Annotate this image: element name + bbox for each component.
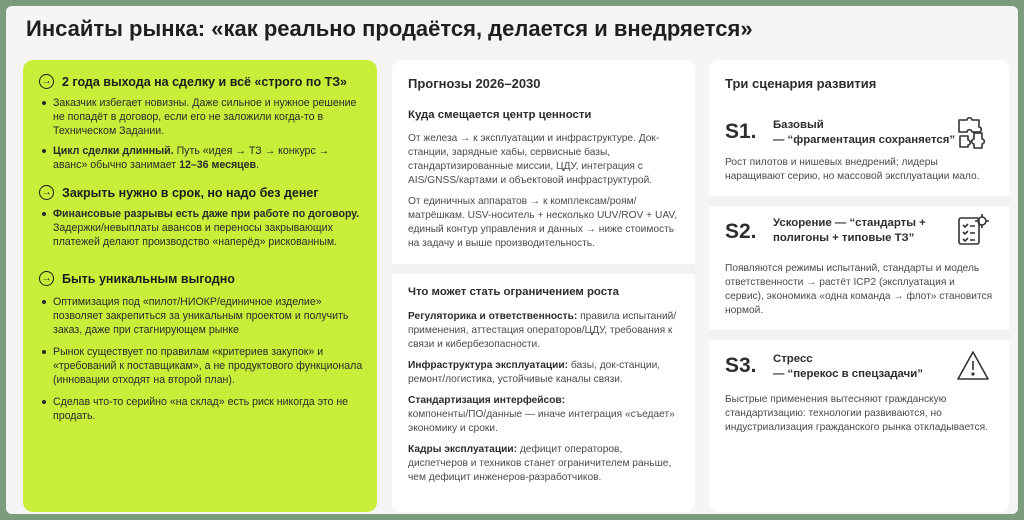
limit-item: Кадры эксплуатации: дефицит операторов, диспетчеров и техников станет ограничителем раньше, чем дефицит инженеров-разработчиков. [408, 444, 672, 483]
scenarios-card [709, 60, 1009, 512]
divider [709, 330, 1009, 340]
value-shift-paragraph: От единичных аппаратов → к комплексам/роям/матрёшкам. USV-носитель + несколько UUV/ROV + UAV, единый контур управления и данных → ниже стоимость на задачу и выше производительность. [408, 196, 678, 249]
forecast-card [392, 60, 695, 512]
arrow-right-circle-icon: → [39, 185, 54, 200]
list-item: Рынок существует по правилам «критериев закупок» и «требований к поставщикам», а не продуктового функционала (инновации отходят на второй план). [41, 345, 363, 387]
scenario-name: Базовый — “фрагментация сохраняется” [773, 119, 956, 146]
list-item: Заказчик избегает новизны. Даже сильное и нужное решение не попадёт в договор, если его не заложили когда-то в Техническом Задании. [41, 96, 363, 138]
scenario-code: S1. [725, 120, 757, 143]
arrow-right-circle-icon: → [39, 271, 54, 286]
limits-title: Что может стать ограничением роста [408, 286, 619, 298]
page-title: Инсайты рынка: «как реально продаётся, делается и внедряется» [26, 16, 753, 41]
insight-section-1 [39, 74, 363, 172]
limit-item: Регуляторика и ответственность: правила испытаний/применения, аттестация операторов/ЦДУ, требования к связи и кибербезопасности. [408, 311, 677, 350]
puzzle-icon [955, 114, 991, 150]
insights-card [23, 60, 377, 512]
divider [709, 196, 1009, 206]
scenario-name: Ускорение — “стандарты + полигоны + типовые ТЗ” [773, 217, 926, 244]
insight-section-2 [39, 185, 363, 249]
scenario-description: Рост пилотов и нишевых внедрений; лидеры наращивают серию, но массовой эксплуатации мало. [725, 157, 980, 182]
list-item: Цикл сделки длинный. Путь «идея → ТЗ → конкурс → аванс» обычно занимает 12–36 месяцев. [41, 144, 363, 172]
limit-item: Стандартизация интерфейсов: компоненты/ПО/данные — иначе интеграция «съедает» экономику и сроки. [408, 395, 675, 434]
arrow-right-circle-icon: → [39, 74, 54, 89]
scenario-s2 [709, 216, 1009, 318]
page-frame [6, 6, 1018, 514]
card-title: Три сценария развития [725, 76, 877, 91]
scenario-code: S2. [725, 220, 757, 243]
scenario-description: Появляются режимы испытаний, стандарты и модель ответственности → растёт ICP2 (эксплуатация и сервис), экономика «одна команда → флот» становится нормой. [725, 263, 993, 316]
list-item: Оптимизация под «пилот/НИОКР/единичное изделие» позволяет закрепиться за уникальным проектом и получить заказ, даже при стагнирующем рынке [41, 295, 363, 337]
section-title: 2 года выхода на сделку и всё «строго по ТЗ» [62, 74, 347, 89]
section-title: Быть уникальным выгодно [62, 271, 235, 286]
list-item: Финансовые разрывы есть даже при работе по договору. Задержки/невыплаты авансов и переносы закрывающих платежей делают производство «наперёд» рискованным. [41, 207, 363, 249]
list-item: Сделав что-то серийно «на склад» есть риск никогда это не продать. [41, 395, 363, 423]
scenario-s3 [709, 352, 1009, 435]
scenario-code: S3. [725, 354, 757, 377]
value-shift-paragraph: От железа → к эксплуатации и инфраструктуре. Док-станции, зарядные хабы, сервисные базы, стандартизированные миссии, ЦДУ, интеграция с AIS/GNSS/картами и объектовой инфраструктурой. [408, 133, 660, 186]
scenario-s1 [709, 118, 1009, 184]
scenario-description: Быстрые применения вытесняют гражданскую стандартизацию: технологии развиваются, но индустриализация гражданского рынка откладывается. [725, 394, 988, 433]
limit-item: Инфраструктура эксплуатации: базы, док-станции, ремонт/логистика, устойчивые каналы связи. [408, 360, 661, 385]
section-title: Закрыть нужно в срок, но надо без денег [62, 185, 319, 200]
scenario-name: Стресс — “перекос в спецзадачи” [773, 353, 923, 380]
divider [392, 264, 695, 274]
warning-icon [955, 348, 991, 384]
card-title: Прогнозы 2026–2030 [408, 76, 541, 91]
checklist-gear-icon [955, 212, 991, 248]
insight-section-3 [39, 271, 363, 423]
value-shift-title: Куда смещается центр ценности [408, 109, 592, 121]
